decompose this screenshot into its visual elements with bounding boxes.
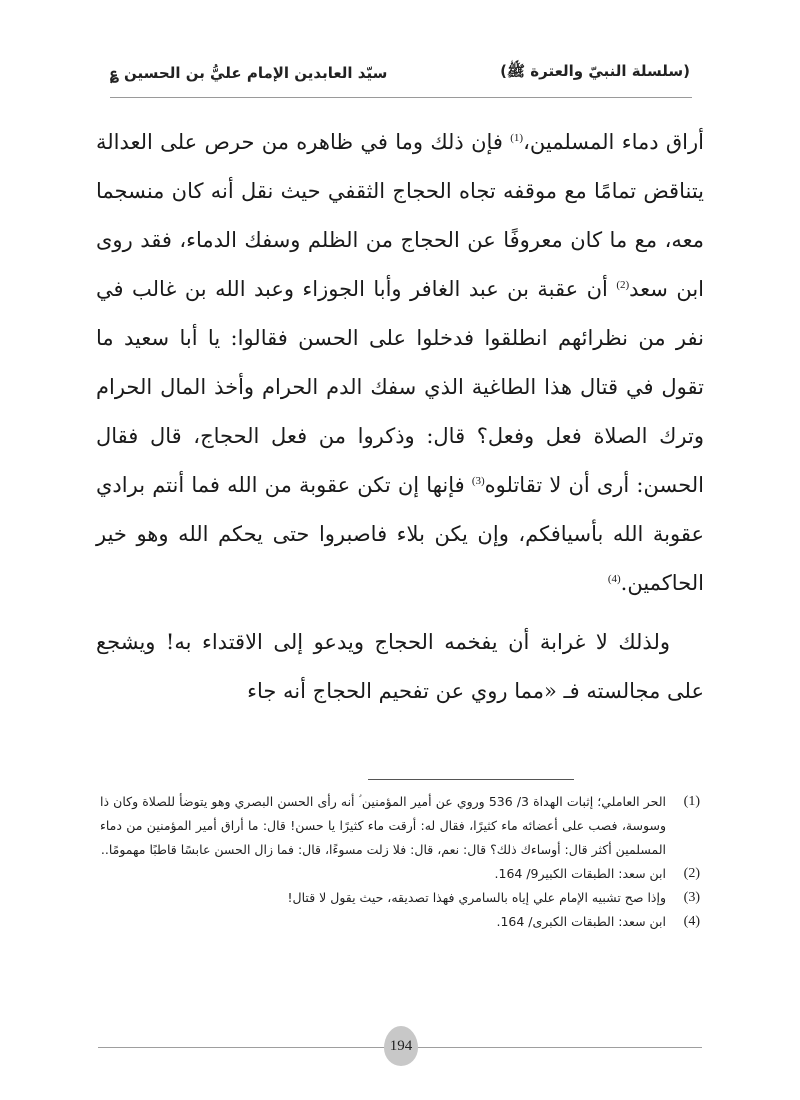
running-header	[110, 58, 690, 88]
book-title: سيّد العابدين الإمام عليُّ بن الحسين ؏	[110, 64, 388, 82]
main-text	[96, 118, 704, 716]
footnote-text: الحر العاملي؛ إثبات الهداة 3/ 536 وروي عن أمير المؤمنين ؑ أنه رأى الحسن البصري وهو يتوضأ للصلاة وكان ذا وسوسة، فصب على أعضائه ماء كثيرًا، فقال له: أرقت ماء كثيرًا يا حسن! قال: ما أراق أمير المؤمنين من دماء المسلمين أكثر قال: أوساءك ذلك؟ قال: نعم، قال: فلا زلت مسوءًا، قال: فما زال الحسن عابسًا قاطبًا مهمومًا..	[100, 794, 667, 857]
footnote-1	[100, 790, 700, 862]
series-title: (سلسلة النبيّ والعترة ﷺ)	[500, 62, 690, 80]
footnote-text: ابن سعد: الطبقات الكبير9/ 164.	[494, 866, 666, 881]
footnote-2	[100, 862, 700, 886]
footnote-ref-4[interactable]: (4)	[607, 573, 621, 585]
footnote-number: (4)	[683, 914, 700, 929]
text-run: فإن ذلك وما في ظاهره من حرص على العدالة يتناقض تمامًا مع موقفه تجاه الحجاج الثقفي حيث نقل أنه كان منسجما معه، مع ما كان معروفًا عن الحجاج من الظلم وسفك الدماء، فقد روى ابن سعد	[96, 130, 705, 301]
footnote-4	[100, 910, 700, 934]
footnote-number: (1)	[683, 794, 700, 809]
text-run: فإنها إن تكن عقوبة من الله فما أنتم برادي عقوبة الله بأسيافكم، وإن يكن بلاء فاصبروا حتى يحكم الله وهو خير الحاكمين.	[96, 473, 704, 595]
footnote-ref-2[interactable]: (2)	[616, 279, 630, 291]
footnotes	[100, 790, 700, 934]
paragraph-1	[96, 118, 704, 608]
footnote-ref-1[interactable]: (1)	[510, 132, 524, 144]
paragraph-2: ولذلك لا غرابة أن يفخمه الحجاج ويدعو إلى الاقتداء به! ويشجع على مجالسته فـ «مما روي عن تفحيم الحجاج أنه جاء	[96, 630, 704, 703]
footnote-number: (3)	[683, 890, 700, 905]
footnote-text: ابن سعد: الطبقات الكبرى/ 164.	[496, 914, 666, 929]
header-divider	[110, 97, 692, 98]
footnote-3	[100, 886, 700, 910]
footnote-text: وإذا صح تشبيه الإمام علي إياه بالسامري فهذا تصديقه، حيث يقول لا قتال!	[287, 890, 666, 905]
page-number: 194	[384, 1026, 418, 1066]
text-run: أراق دماء المسلمين،	[523, 130, 704, 154]
footnote-divider	[368, 779, 574, 780]
footnote-number: (2)	[683, 866, 700, 881]
text-run: أن عقبة بن عبد الغافر وأبا الجوزاء وعبد الله بن غالب في نفر من نظرائهم انطلقوا فدخلوا على الحسن فقالوا: يا أبا سعيد ما تقول في قتال هذا الطاغية الذي سفك الدم الحرام وأخذ المال الحرام وترك الصلاة فعل وفعل؟ قال: وذكروا من فعل الحجاج، قال فقال الحسن: أرى أن لا تقاتلوه	[96, 277, 704, 497]
footnote-ref-3[interactable]: (3)	[471, 475, 485, 487]
